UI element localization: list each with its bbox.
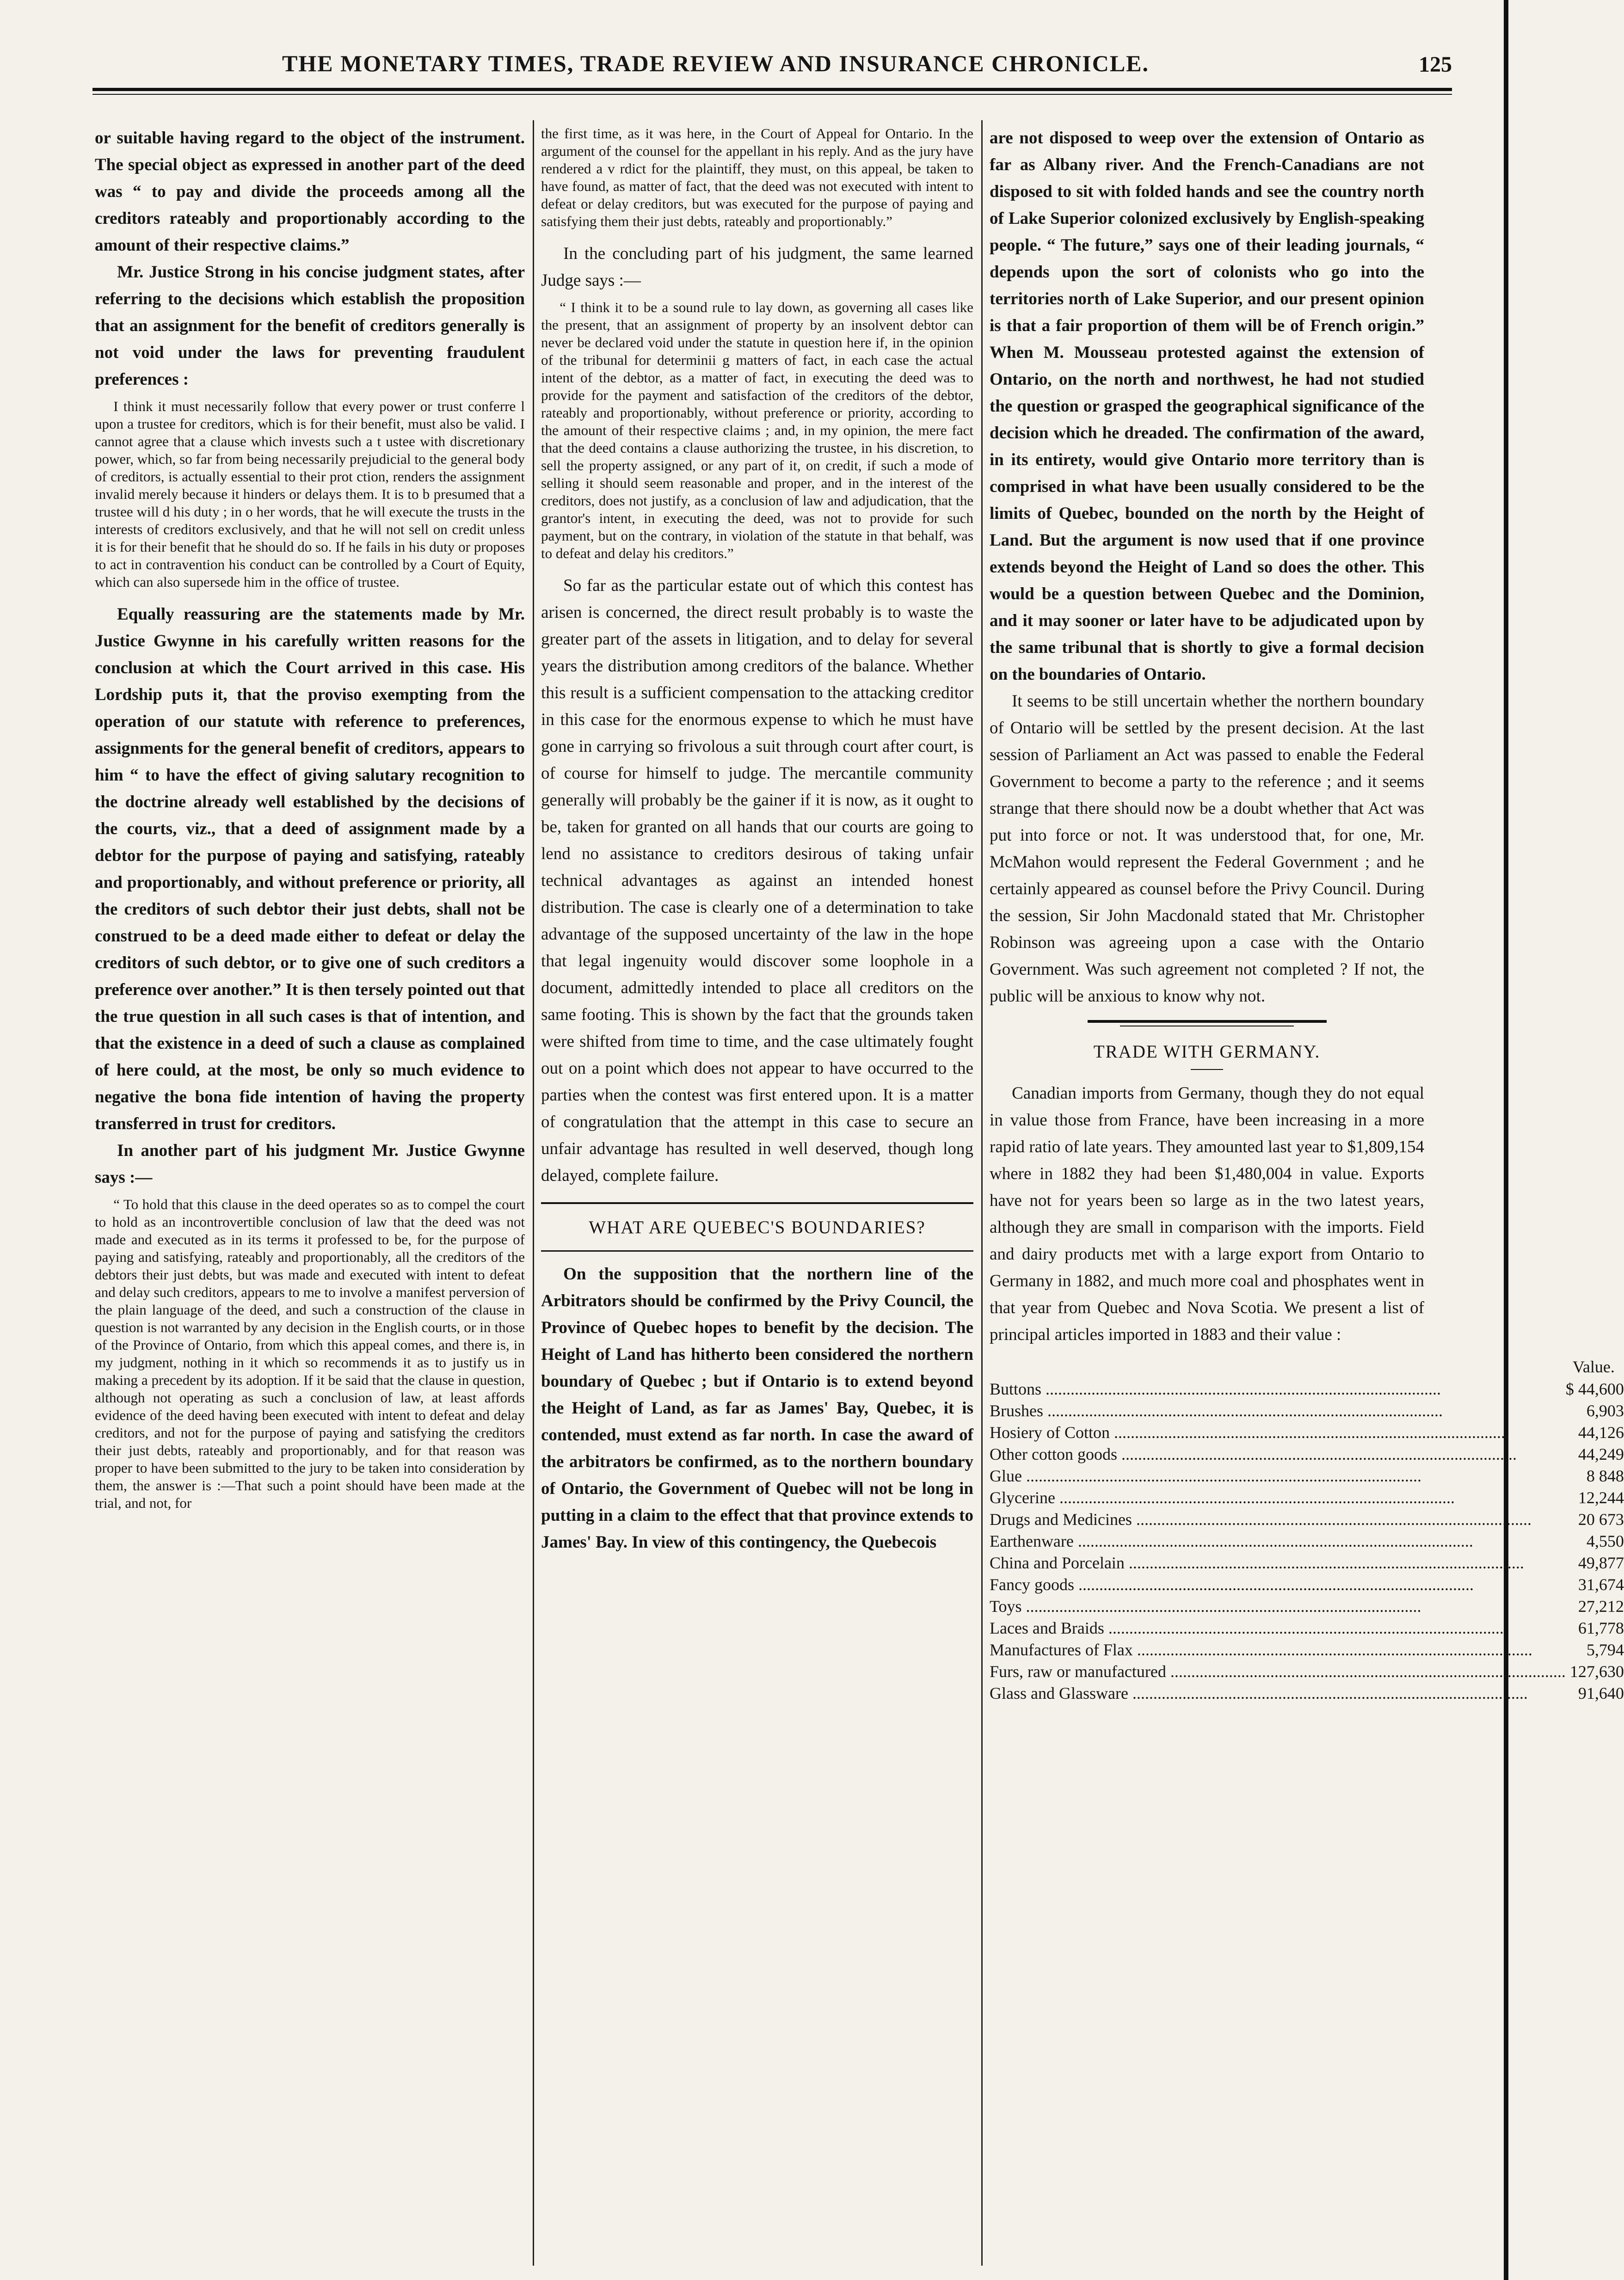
import-item: Fancy goods .....	[990, 1574, 1566, 1596]
section-heading-germany: TRADE WITH GERMANY.	[1093, 1042, 1321, 1062]
paragraph: On the supposition that the northern line of the Arbitrators should be confirmed by the Privy Council, the Province of Quebec hopes to benefit by the decision. The Height of Land has hitherto been considered the northern boundary of Quebec ; but if Ontario is to extend beyond the Height of Land, as far as James' Bay, Quebec, it is contended, must extend as far north. In case the award of the arbitrators be confirmed, as to the northern boundary of Ontario, the Government of Quebec will not be long in putting in a claim to the effect that that province extends to James' Bay. In view of this contingency, the Quebecois	[541, 1265, 973, 1552]
import-value: $ 44,600	[1565, 1380, 1624, 1398]
table-row	[990, 1552, 1624, 1574]
paragraph: Canadian imports from Germany, though they do not equal in value those from France, have been increasing in a more rapid ratio of late years. They amounted last year to $1,809,154 where in 1882 they had been $1,480,004 in value. Exports have not for years been so large as in the two latest years, although they are small in comparison with the imports. Field and dairy products met with a large export from Ontario to Germany in 1882, and much more coal and phosphates went in that year from Quebec and Nova Scotia. We present a list of principal articles imported in 1883 and their value :	[990, 1084, 1424, 1344]
column-1	[95, 125, 525, 2270]
paragraph: or suitable having regard to the object of the instrument. The special object as expressed in another part of the deed was “ to pay and divide the proceeds among all the creditors rateably and proportionably according to the amount of their respective claims.”	[95, 129, 525, 255]
import-value: 91,640	[1578, 1684, 1624, 1702]
table-row	[990, 1683, 1624, 1704]
section-heading-box	[541, 1202, 973, 1252]
table-row	[990, 1661, 1624, 1683]
paragraph: Equally reassuring are the statements made by Mr. Justice Gwynne in his carefully written reasons for the conclusion at which the Court arrived in this case. His Lordship puts it, that the proviso exempting from the operation of our statute with reference to preferences, assignments for the general benefit of creditors, appears to him “ to have the effect of giving salutary recognition to the doctrine already well established by the decisions of the courts, viz., that a deed of assignment made by a debtor for the purpose of paying and satisfying, rateably and proportionably, and without preference or priority, all the creditors of such debtor their just debts, shall not be construed to be a deed made either to defeat or delay the creditors of such debtor, or to give one of such creditors a preference over another.” It is then tersely pointed out that the true question in all such cases is that of intention, and that the existence in a deed of such a clause as complained of here could, at the most, be only so much evidence to negative the bona fide intention of having the property transferred in trust for creditors.	[95, 605, 525, 1133]
quote-text: I think it must necessarily follow that every power or trust conferre l upon a trustee for creditors, which is for their benefit, must also be valid. I cannot agree that a clause which invests such a t ustee with discretionary power, which, so far from being necessarily prejudicial to the general body of creditors, is actually essential to their prot ction, renders the assignment invalid merely because it hinders or delays them. It is to b presumed that a trustee will d his duty ; in o her words, that he will execute the trusts in the interests of creditors exclusively, and that he will not sell on credit unless it is for their benefit that he should do so. If he fails in his duty or proposes to act in contravention his conduct can be controlled by a Court of Equity, which can also supersede him in the office of trustee.	[95, 398, 525, 590]
table-row	[990, 1444, 1624, 1465]
import-item: Glycerine .....	[990, 1487, 1566, 1509]
column-divider-1	[533, 120, 534, 2266]
import-item: China and Porcelain .....	[990, 1552, 1566, 1574]
table-row	[990, 1574, 1624, 1596]
paragraph: In the concluding part of his judgment, the same learned Judge says :—	[541, 244, 973, 290]
import-item: Furs, raw or manufactured .....	[990, 1661, 1566, 1683]
table-row	[990, 1596, 1624, 1617]
paragraph: Mr. Justice Strong in his concise judgment states, after referring to the decisions which establish the proposition that an assignment for the benefit of creditors generally is not void under the laws for preventing fraudulent preferences :	[95, 263, 525, 389]
import-value: 6,903	[1586, 1401, 1624, 1420]
table-row	[990, 1378, 1624, 1400]
import-value: 8 848	[1586, 1467, 1624, 1485]
block-quote	[541, 299, 973, 562]
quote-text: “ To hold that this clause in the deed operates so as to compel the court to hold as an incontrovertible conclusion of law that the deed was not made and executed as in its terms it professed to be, for the purpose of paying and satisfying, rateably and proportionably, all the creditors of the debtors their just debts, but was made and executed with intent to defeat and delay such creditors, appears to me to involve a manifest perversion of the plain language of the deed, and such a construction of the clause in question is not warranted by any decision in the English courts, or in those of the Province of Ontario, from which this appeal comes, and there is, in my judgment, nothing in it which so recommends it as to justify us in making a precedent by its adoption. If it be said that the clause in question, although not operating as such a conclusion of law, at least affords evidence of the deed having been executed with intent to defeat and delay creditors, and not for the purpose of paying and satisfying the creditors their just debts, rateably and proportionably, and for that reason was proper to have been submitted to the jury to be taken into consideration by them, the answer is :—That such a point should have been made at the trial, and not, for	[95, 1196, 525, 1511]
paragraph: In another part of his judgment Mr. Justice Gwynne says :—	[95, 1141, 525, 1187]
table-row	[990, 1617, 1624, 1639]
import-item: Hosiery of Cotton .....	[990, 1422, 1566, 1444]
import-value: 12,244	[1578, 1488, 1624, 1507]
import-item: Glass and Glassware .....	[990, 1683, 1566, 1704]
import-value: 44,249	[1578, 1445, 1624, 1463]
section-heading-quebec: WHAT ARE QUEBEC'S BOUNDARIES?	[589, 1217, 926, 1237]
import-item: Toys .....	[990, 1596, 1566, 1617]
import-item: Glue .....	[990, 1465, 1566, 1487]
table-row	[990, 1530, 1624, 1552]
header-rule-thick	[92, 88, 1452, 91]
import-value: 44,126	[1578, 1423, 1624, 1442]
import-item: Other cotton goods .....	[990, 1444, 1566, 1465]
import-item: Buttons .....	[990, 1378, 1566, 1400]
table-row	[990, 1400, 1624, 1422]
import-value: 31,674	[1578, 1575, 1624, 1594]
table-row	[990, 1465, 1624, 1487]
import-value: 4,550	[1586, 1532, 1624, 1550]
column-divider-2	[981, 120, 983, 2266]
import-value: 20 673	[1578, 1510, 1624, 1529]
import-item: Brushes .....	[990, 1400, 1566, 1422]
page-header	[92, 42, 1452, 92]
import-item: Earthenware .....	[990, 1530, 1566, 1552]
paragraph: So far as the particular estate out of which this contest has arisen is concerned, the direct result probably is to waste the greater part of the assets in litigation, and to delay for several years the distribution among creditors of the balance. Whether this result is a sufficient compensation to the attacking creditor in this case for the enormous expense to which he must have gone in carrying so frivolous a suit through court after court, is of course for himself to judge. The mercantile community generally will probably be the gainer if it is now, as it ought to be, taken for granted on all hands that our courts are going to lend no assistance to creditors desirous of taking unfair technical advantages as against an intended honest distribution. The case is clearly one of a determination to take advantage of the supposed uncertainty of the law in the hope that legal ingenuity would discover some loophole in a document, admittedly intended to place all creditors on the same footing. This is shown by the fact that the grounds taken were shifted from time to time, and the case ultimately fought out on a point which does not appear to have occurred to the parties when the contest was first entered upon. It is a matter of congratulation that the attempt in this case to secure an unfair advantage has resulted in well deserved, though long delayed, complete failure.	[541, 576, 973, 1185]
table-row	[990, 1639, 1624, 1661]
table-header-value: Value.	[1572, 1358, 1615, 1376]
section-rule	[1088, 1020, 1327, 1023]
import-value: 49,877	[1578, 1554, 1624, 1572]
table-row	[990, 1509, 1624, 1530]
column-2	[541, 125, 973, 2270]
imports-table	[990, 1356, 1624, 1704]
header-rule-thin	[92, 94, 1452, 95]
publication-title: THE MONETARY TIMES, TRADE REVIEW AND INSURANCE CHRONICLE.	[282, 50, 1150, 76]
import-value: 5,794	[1586, 1641, 1624, 1659]
block-quote	[95, 1196, 525, 1512]
import-item: Laces and Braids .....	[990, 1617, 1566, 1639]
column-3	[990, 125, 1624, 2270]
table-row	[990, 1422, 1624, 1444]
import-value: 27,212	[1578, 1597, 1624, 1616]
import-item: Manufactures of Flax .....	[990, 1639, 1566, 1661]
import-value: 61,778	[1578, 1619, 1624, 1637]
heading-underline	[1191, 1069, 1223, 1070]
block-quote	[95, 398, 525, 591]
page-number: 125	[1419, 52, 1452, 77]
import-value: 127,630	[1569, 1662, 1624, 1681]
block-quote	[541, 125, 973, 230]
table-row	[990, 1487, 1624, 1509]
import-item: Drugs and Medicines .....	[990, 1509, 1566, 1530]
paragraph: are not disposed to weep over the extension of Ontario as far as Albany river. And the French-Canadians are not disposed to sit with folded hands and see the country north of Lake Superior colonized exclusively by English-speaking people. “ The future,” says one of their leading journals, “ depends upon the sort of colonists who go into the territories north of Lake Superior, and our present opinion is that a fair proportion of them will be of French origin.” When M. Mousseau protested against the extension of Ontario, on the north and northwest, he had not studied the question or grasped the geographical significance of the decision which he dreaded. The confirmation of the award, in its entirety, would give Ontario more territory than is comprised in what have been usually considered to be the limits of Quebec, bounded on the north by the Height of Land. But the argument is now used that if one province extends beyond the Height of Land so does the other. This would be a question between Quebec and the Dominion, and it may sooner or later have to be adjudicated upon by the same tribunal that is shortly to give a formal decision on the boundaries of Ontario.	[990, 129, 1424, 684]
paragraph: It seems to be still uncertain whether the northern boundary of Ontario will be settled by the present decision. At the last session of Parliament an Act was passed to enable the Federal Government to become a party to the reference ; and it seems strange that there should now be a doubt whether that Act was put into force or not. It was understood that, for one, Mr. McMahon would represent the Federal Government ; and he certainly appeared as counsel before the Privy Council. During the session, Sir John Macdonald stated that Mr. Christopher Robinson was agreeing upon a case with the Ontario Government. Was such agreement not completed ? If not, the public will be anxious to know why not.	[990, 692, 1424, 1006]
quote-text: the first time, as it was here, in the Court of Appeal for Ontario. In the argument of the counsel for the appellant in his reply. And as the jury have rendered a v rdict for the plaintiff, they must, on this appeal, be taken to have found, as matter of fact, that the deed was not executed with intent to defeat or delay creditors, but was executed for the purpose of paying and satisfying them their just debts, rateably and proportionably.”	[541, 125, 973, 229]
quote-text: “ I think it to be a sound rule to lay down, as governing all cases like the present, that an assignment of property by an insolvent debtor can never be declared void under the statute in question here if, in the opinion of the tribunal for determinii g matters of fact, in each case the actual intent of the debtor, as a matter of fact, in executing the deed was to provide for the payment and satisfaction of the creditors of the debtor, rateably and proportionably, without preference or priority, according to the amount of their respective claims ; and, in my opinion, the mere fact that the deed contains a clause authorizing the trustee, in his discretion, to sell the property assigned, or any part of it, on credit, if such a mode of selling it should seem reasonable and proper, and in the interest of the creditors, does not justify, as a conclusion of law and adjudication, that the grantor's intent, in executing the deed, was not to provide for such payment, but on the contrary, in violation of the statute in that behalf, was to defeat and delay his creditors.”	[541, 299, 973, 561]
page-edge-border	[1504, 0, 1508, 2280]
